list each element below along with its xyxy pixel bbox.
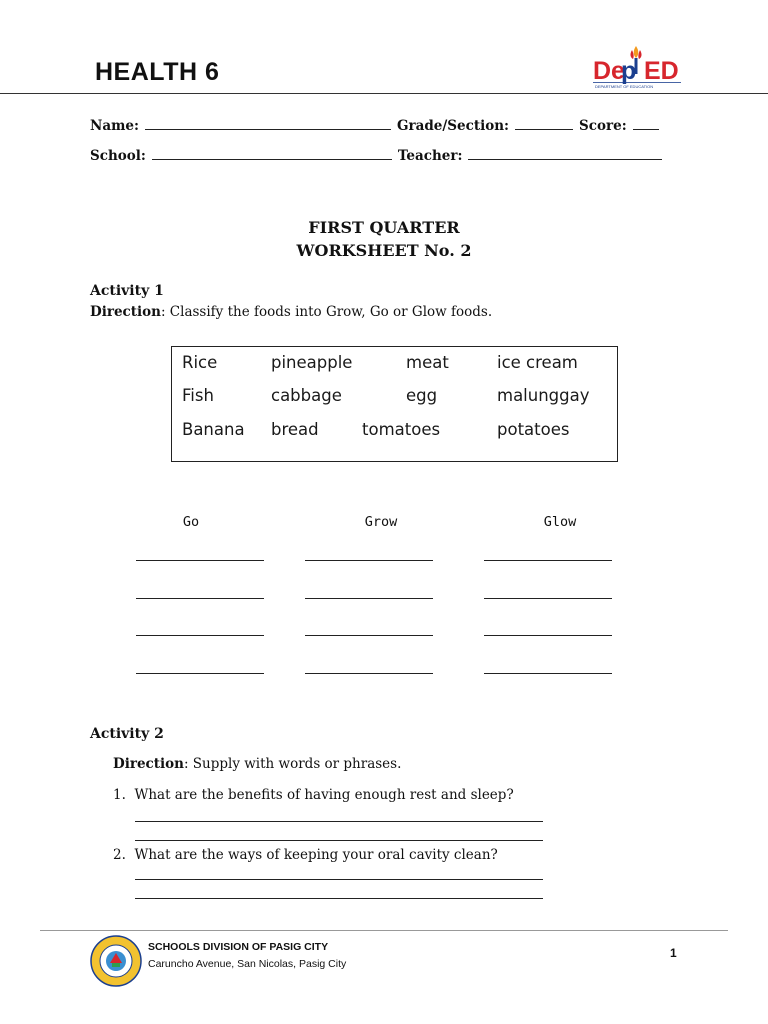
name-grade-score-row <box>90 118 665 134</box>
footer-divider <box>40 930 728 931</box>
food-item: tomatoes <box>362 420 441 439</box>
activity2-heading: Activity 2 <box>90 726 164 742</box>
go-answer-line[interactable] <box>136 598 264 599</box>
direction-text: : Supply with words or phrases. <box>183 756 402 772</box>
glow-answer-line[interactable] <box>484 598 612 599</box>
question-2-answer-line[interactable] <box>135 879 543 880</box>
food-item: Banana <box>182 420 245 439</box>
food-item: malunggay <box>497 386 590 405</box>
food-item: bread <box>271 420 319 439</box>
direction-label: Direction <box>90 304 161 320</box>
svg-text:p: p <box>621 57 637 85</box>
school-field[interactable] <box>152 158 392 160</box>
name-field[interactable] <box>145 128 391 130</box>
food-item: pineapple <box>271 353 353 372</box>
food-item: Rice <box>182 353 218 372</box>
footer-address: Caruncho Avenue, San Nicolas, Pasig City <box>148 958 347 970</box>
question-1-answer-line[interactable] <box>135 840 543 841</box>
deped-logo <box>592 44 684 90</box>
activity1-direction <box>90 304 492 320</box>
direction-label: Direction <box>113 756 184 772</box>
svg-text:ED: ED <box>644 57 679 85</box>
glow-answer-line[interactable] <box>484 560 612 561</box>
glow-answer-line[interactable] <box>484 673 612 674</box>
svg-text:DEPARTMENT OF EDUCATION: DEPARTMENT OF EDUCATION <box>595 84 654 89</box>
quarter-title: FIRST QUARTER <box>308 218 460 237</box>
question-2: 2. What are the ways of keeping your oral cavity clean? <box>113 847 498 863</box>
page-number: 1 <box>670 946 677 960</box>
score-label: Score: <box>579 118 627 134</box>
column-grow-label: Grow <box>364 514 398 530</box>
glow-answer-line[interactable] <box>484 635 612 636</box>
score-field[interactable] <box>633 128 659 130</box>
activity1-heading: Activity 1 <box>90 283 164 299</box>
teacher-label: Teacher: <box>397 148 463 164</box>
go-answer-line[interactable] <box>136 560 264 561</box>
footer-organization: SCHOOLS DIVISION OF PASIG CITY <box>148 941 329 953</box>
pasig-division-seal-icon <box>90 935 142 987</box>
food-item: potatoes <box>497 420 570 439</box>
food-item: ice cream <box>497 353 578 372</box>
grow-answer-line[interactable] <box>305 560 433 561</box>
grow-answer-line[interactable] <box>305 673 433 674</box>
column-go-label: Go <box>182 514 200 530</box>
grow-answer-line[interactable] <box>305 635 433 636</box>
go-answer-line[interactable] <box>136 673 264 674</box>
grade-section-label: Grade/Section: <box>396 118 510 134</box>
worksheet-title: WORKSHEET No. 2 <box>296 241 472 260</box>
question-1: 1. What are the benefits of having enough rest and sleep? <box>113 787 514 803</box>
column-glow-label: Glow <box>543 514 577 530</box>
food-item: egg <box>406 386 438 405</box>
food-item: meat <box>406 353 449 372</box>
teacher-field[interactable] <box>468 158 662 160</box>
school-teacher-row <box>90 148 668 164</box>
grow-answer-line[interactable] <box>305 598 433 599</box>
header-divider <box>0 93 768 94</box>
direction-text: : Classify the foods into Grow, Go or Glow foods. <box>160 304 493 320</box>
food-item: cabbage <box>271 386 342 405</box>
food-list-box <box>171 346 618 462</box>
grade-section-field[interactable] <box>515 128 573 130</box>
question-1-answer-line[interactable] <box>135 821 543 822</box>
svg-text:De: De <box>593 57 625 85</box>
name-label: Name: <box>90 118 139 134</box>
food-item: Fish <box>182 386 214 405</box>
school-label: School: <box>90 148 146 164</box>
question-2-answer-line[interactable] <box>135 898 543 899</box>
document-title: HEALTH 6 <box>95 58 220 86</box>
go-answer-line[interactable] <box>136 635 264 636</box>
activity2-direction <box>113 756 401 772</box>
